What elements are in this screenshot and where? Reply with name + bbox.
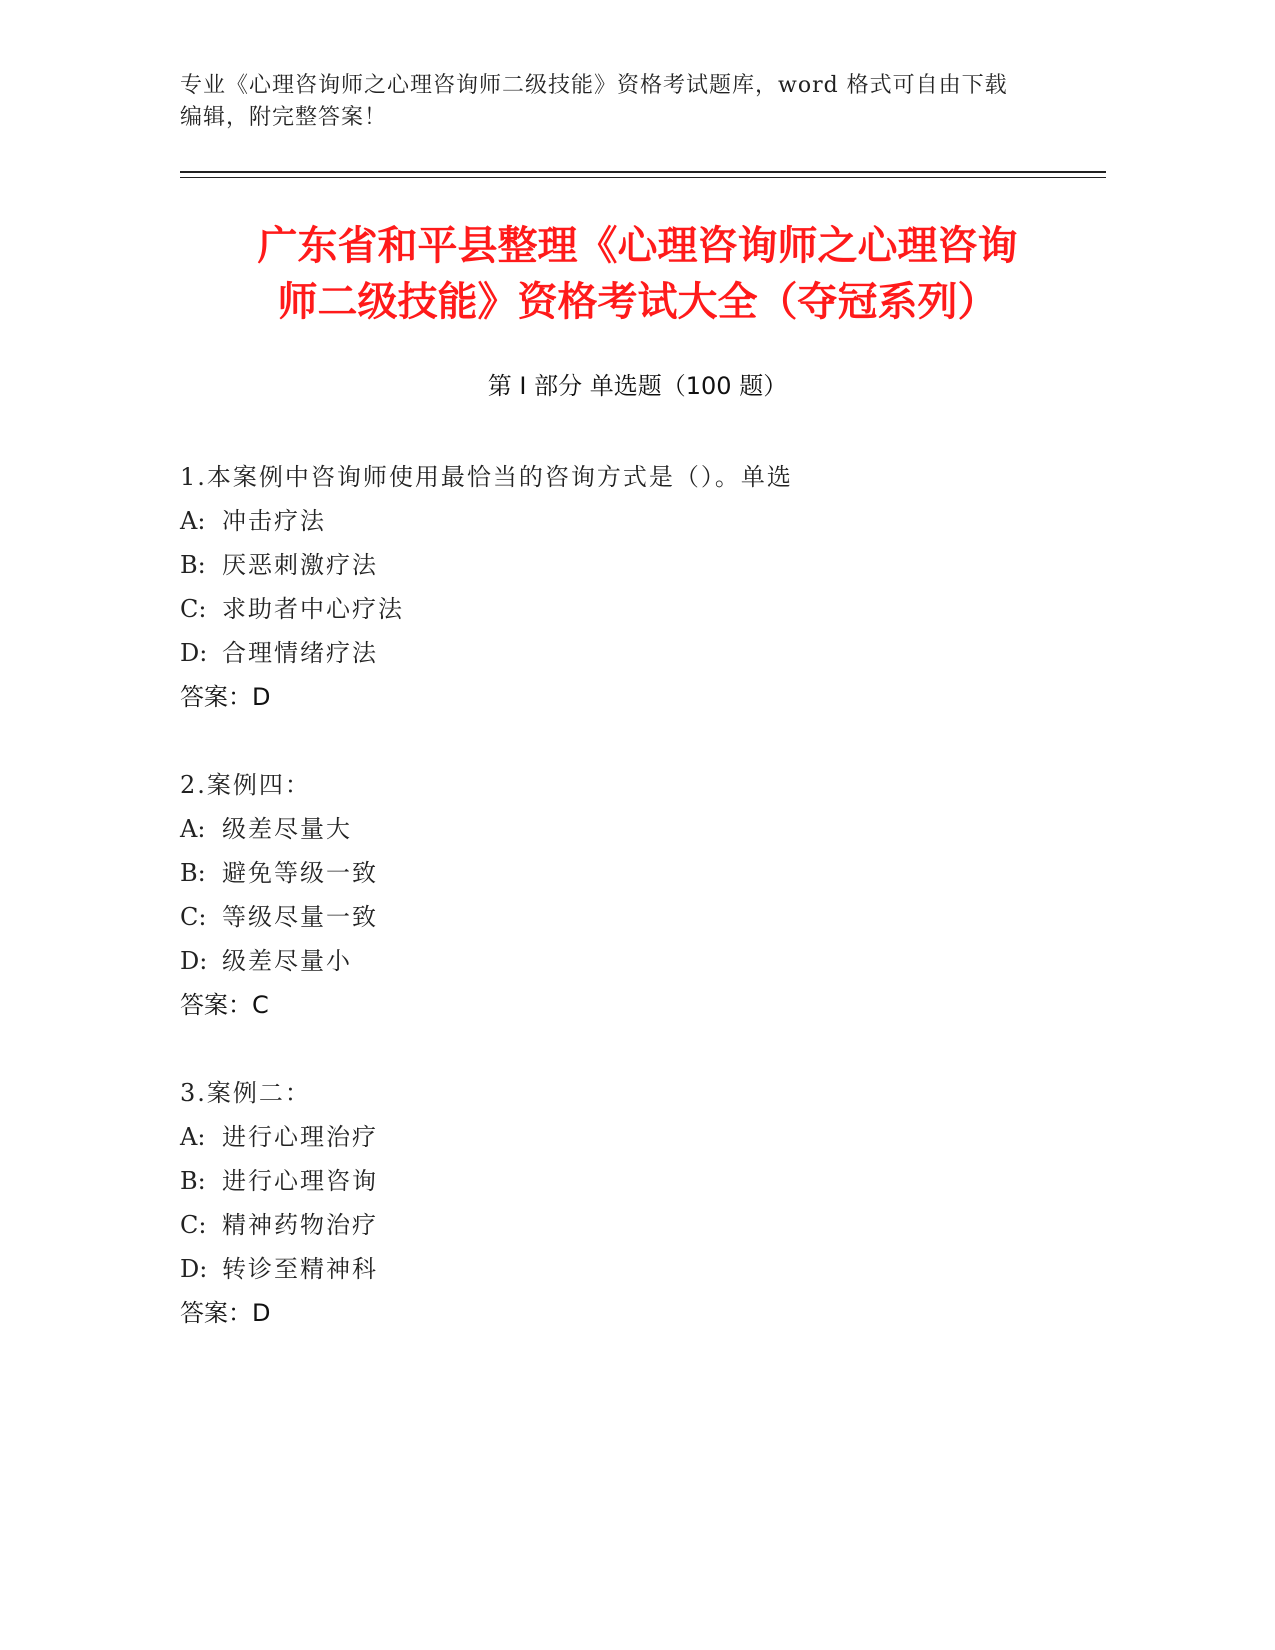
option-text: 合理情绪疗法 bbox=[222, 639, 378, 667]
option-letter: C: bbox=[180, 595, 207, 623]
question-stem: 3.案例二： bbox=[180, 1079, 311, 1107]
option-letter: B: bbox=[180, 1167, 206, 1195]
option-a bbox=[180, 807, 1080, 851]
header-note-line-2: 编辑，附完整答案！ bbox=[180, 105, 388, 130]
option-letter: C: bbox=[180, 1211, 207, 1239]
question-3 bbox=[180, 1071, 1080, 1335]
option-d bbox=[180, 1247, 1080, 1291]
option-c bbox=[180, 1203, 1080, 1247]
question-list bbox=[180, 455, 1080, 1379]
option-text: 求助者中心疗法 bbox=[222, 595, 404, 623]
option-text: 避免等级一致 bbox=[222, 859, 378, 887]
answer-line: 答案：D bbox=[180, 1299, 271, 1327]
question-stem: 1.本案例中咨询师使用最恰当的咨询方式是（）。单选 bbox=[180, 463, 793, 491]
header-divider-thick bbox=[180, 171, 1106, 173]
option-b bbox=[180, 851, 1080, 895]
option-text: 精神药物治疗 bbox=[222, 1211, 378, 1239]
option-text: 等级尽量一致 bbox=[222, 903, 378, 931]
question-stem: 2.案例四： bbox=[180, 771, 311, 799]
section-heading: 第 I 部分 单选题（100 题） bbox=[487, 372, 788, 400]
option-text: 厌恶刺激疗法 bbox=[222, 551, 378, 579]
option-b bbox=[180, 1159, 1080, 1203]
option-text: 进行心理咨询 bbox=[222, 1167, 378, 1195]
option-letter: A: bbox=[180, 507, 206, 535]
option-a bbox=[180, 1115, 1080, 1159]
option-text: 级差尽量小 bbox=[222, 947, 352, 975]
answer-line: 答案：C bbox=[180, 991, 269, 1019]
option-text: 进行心理治疗 bbox=[222, 1123, 378, 1151]
option-letter: A: bbox=[180, 1123, 206, 1151]
option-letter: B: bbox=[180, 859, 206, 887]
answer-line: 答案：D bbox=[180, 683, 271, 711]
question-2 bbox=[180, 763, 1080, 1027]
question-1 bbox=[180, 455, 1080, 719]
option-d bbox=[180, 939, 1080, 983]
option-c bbox=[180, 587, 1080, 631]
option-text: 级差尽量大 bbox=[222, 815, 352, 843]
document-title bbox=[150, 218, 1125, 330]
option-letter: D: bbox=[180, 947, 208, 975]
option-d bbox=[180, 631, 1080, 675]
option-text: 冲击疗法 bbox=[222, 507, 326, 535]
header-note bbox=[180, 70, 1060, 134]
option-a bbox=[180, 499, 1080, 543]
document-title-line-2: 师二级技能》资格考试大全（夺冠系列） bbox=[277, 279, 998, 325]
option-letter: B: bbox=[180, 551, 206, 579]
option-letter: C: bbox=[180, 903, 207, 931]
option-letter: D: bbox=[180, 639, 208, 667]
header-note-line-1: 专业《心理咨询师之心理咨询师二级技能》资格考试题库，word 格式可自由下载 bbox=[180, 73, 1008, 98]
option-letter: A: bbox=[180, 815, 206, 843]
document-title-line-1: 广东省和平县整理《心理咨询师之心理咨询 bbox=[257, 223, 1018, 269]
option-b bbox=[180, 543, 1080, 587]
header-divider-thin bbox=[180, 177, 1106, 178]
option-text: 转诊至精神科 bbox=[222, 1255, 378, 1283]
option-c bbox=[180, 895, 1080, 939]
option-letter: D: bbox=[180, 1255, 208, 1283]
